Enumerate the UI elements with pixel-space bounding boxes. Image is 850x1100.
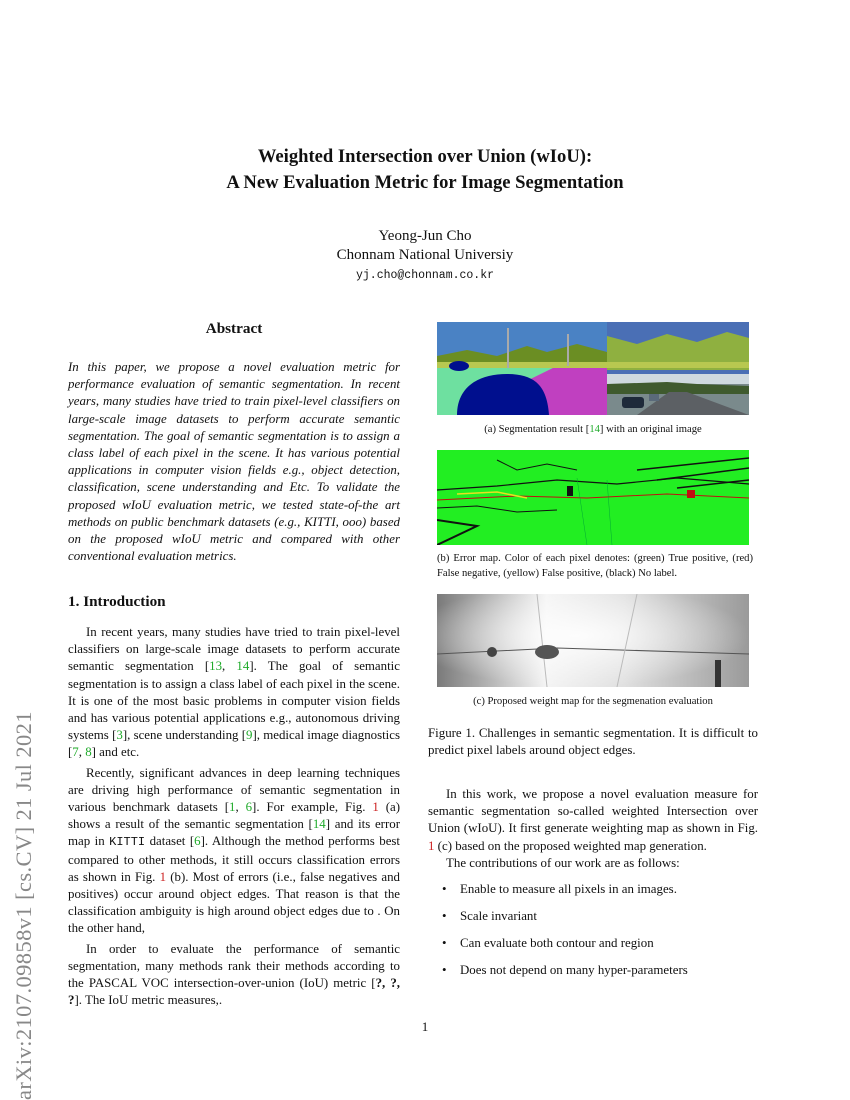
figure-caption-c: (c) Proposed weight map for the segmenation evaluation bbox=[473, 696, 713, 707]
citation-link[interactable]: 14 bbox=[312, 817, 326, 832]
citation-link[interactable]: 3 bbox=[116, 728, 123, 743]
kitti-dataset-name: KITTI bbox=[109, 835, 146, 850]
abstract-body: In this paper, we propose a novel evaluation metric for performance evaluation of semantic segmentation. In recent years, many studies have tried to train pixel-level classifiers on large-scale image datasets to perform accurate semantic segmentation. The goal of semantic segmentation is to assign a class label of each pixel in the scene. It has various potential applications in computer vision fields e.g., object detection, classification, scene understanding and Etc. To validate the proposed wIoU evaluation metric, we tested state-of-the art methods on public benchmark datasets (e.g., KITTI, ooo) based on the proposed wIoU metric and compared with other conventional evaluation metrics. bbox=[68, 360, 400, 564]
intro-heading bbox=[68, 593, 166, 611]
abstract-heading bbox=[68, 320, 400, 338]
figure-link[interactable]: 1 bbox=[372, 800, 379, 815]
citation-link[interactable]: 14 bbox=[236, 659, 250, 674]
paper-title bbox=[0, 144, 850, 196]
citation-link[interactable]: 13 bbox=[209, 659, 223, 674]
right-paragraph-1: In this work, we propose a novel evaluation measure for semantic segmentation so-called weighted Intersection over Union (wIoU). It first generate weighting map as shown in Fig. 1 (c) based on the proposed weighted map generation. bbox=[428, 787, 758, 853]
abstract-heading-text: Abstract bbox=[205, 320, 263, 337]
list-item: • Can evaluate both contour and region bbox=[440, 935, 770, 962]
author-affiliation: Chonnam National Universiy bbox=[336, 247, 514, 263]
right-paragraph-2: The contributions of our work are as follows: bbox=[446, 855, 680, 870]
citation-link[interactable]: 6 bbox=[245, 800, 253, 815]
intro-heading-text: 1. Introduction bbox=[68, 593, 166, 610]
error-map-image bbox=[437, 450, 749, 545]
citation-link[interactable]: 6 bbox=[194, 834, 201, 849]
intro-paragraph-2: Recently, significant advances in deep learning techniques are driving high performance of semantic segmentation in various benchmark datasets [1, 6]. For example, Fig. 1 (a) shows a result of the semantic segmentation [14] and its error map in KITTI dataset [6]. Although the method performs best compared to other methods, it still occurs classification errors as shown in Fig. 1 (b). Most of errors (i.e., false negatives and positives) occur around object edges. That reason is that the classification ambiguity is high around object edges due to . On the other hand, bbox=[68, 765, 401, 936]
citation-link[interactable]: 8 bbox=[85, 745, 92, 760]
citation-link[interactable]: 14 bbox=[589, 424, 600, 435]
figure-link[interactable]: 1 bbox=[159, 869, 167, 884]
citation-link[interactable]: 9 bbox=[246, 728, 253, 743]
figure-link[interactable]: 1 bbox=[428, 838, 435, 853]
figure-1-caption: Figure 1. Challenges in semantic segmentation. It is difficult to predict pixel labels around object edges. bbox=[428, 726, 758, 758]
list-item: • Enable to measure all pixels in an images. bbox=[440, 881, 770, 908]
page-number: 1 bbox=[421, 1019, 429, 1034]
segmentation-result-image bbox=[437, 322, 749, 415]
author-name: Yeong-Jun Cho bbox=[378, 228, 472, 244]
list-item: • Does not depend on many hyper-parameters bbox=[440, 962, 770, 989]
figure-caption-a: (a) Segmentation result [14] with an original image bbox=[484, 424, 702, 435]
list-item: • Scale invariant bbox=[440, 908, 770, 935]
intro-paragraph-3: In order to evaluate the performance of semantic segmentation, many methods rank their methods according to the PASCAL VOC intersection-over-union (IoU) metric [?, ?, ?]. The IoU metric measures,. bbox=[68, 941, 400, 1008]
figure-caption-b: (b) Error map. Color of each pixel denotes: (green) True positive, (red) False negative, (yellow) False positive, (black) No label. bbox=[437, 553, 753, 579]
title-line-2: A New Evaluation Metric for Image Segmentation bbox=[226, 172, 624, 193]
arxiv-identifier: arXiv:2107.09858v1 [cs.CV] 21 Jul 2021 bbox=[11, 711, 36, 1100]
citation-link[interactable]: 7 bbox=[72, 745, 79, 760]
right-column-text bbox=[428, 786, 758, 872]
citation-link[interactable]: 1 bbox=[229, 800, 236, 815]
intro-paragraph-1: In recent years, many studies have tried to train pixel-level classifiers on large-scale image datasets to perform accurate semantic segmentation [13, 14]. The goal of semantic segmentation is to assign a class label of each pixel in the scene. It is one of the most basic problems in computer vision fields and has various potential applications e.g., autonomous driving systems [3], scene understanding [9], medical image diagnostics [7, 8] and etc. bbox=[68, 625, 401, 760]
author-email: yj.cho@chonnam.co.kr bbox=[355, 269, 495, 282]
weight-map-image bbox=[437, 594, 749, 687]
title-line-1: Weighted Intersection over Union (wIoU): bbox=[257, 146, 593, 167]
contributions-list bbox=[440, 881, 770, 989]
intro-text bbox=[68, 624, 400, 1009]
